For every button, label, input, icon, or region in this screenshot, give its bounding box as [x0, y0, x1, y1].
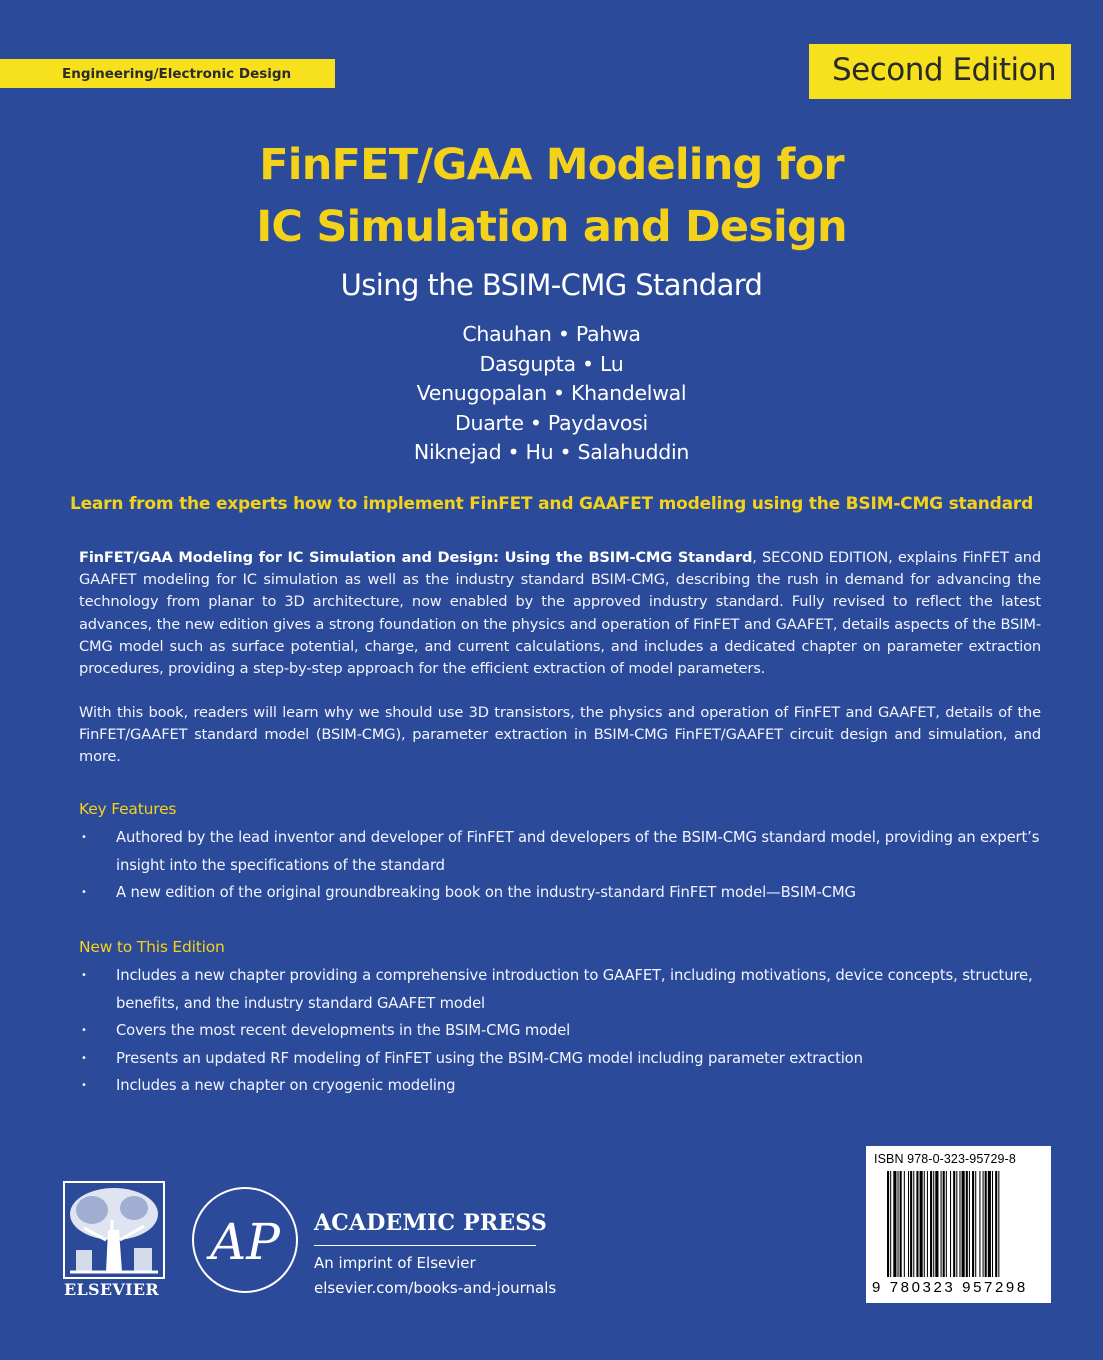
- publisher-imprint: An imprint of Elsevier: [314, 1254, 476, 1272]
- list-item: [79, 879, 1044, 907]
- edition-label: Second Edition: [832, 52, 1057, 88]
- bullet-icon: •: [81, 1025, 87, 1036]
- list-item: [79, 1072, 1044, 1100]
- description-paragraph-2: With this book, readers will learn why we should use 3D transistors, the physics and operation of FinFET and GAAFET, details of the FinFET/GAAFET standard model (BSIM-CMG), parameter extraction in BSIM-CMG FinFET/GAAFET circuit design and simulation, and more.: [79, 704, 1041, 766]
- elsevier-wordmark: ELSEVIER: [64, 1280, 159, 1299]
- author-line: Venugopalan • Khandelwal: [416, 381, 687, 405]
- description-text: , SECOND EDITION, explains FinFET and GAAFET modeling for IC simulation as well as the industry standard BSIM-CMG, describing the rush in demand for advancing the technology from planar to 3D architecture, now enabled by the approved industry standard. Fully revised to reflect the latest advances, the new edition gives a strong foundation on the physics and operation of FinFET and GAAFET, details aspects of the BSIM-CMG model such as surface potential, charge, and current calculations, and includes a dedicated chapter on parameter extraction procedures, providing a step-by-step approach for the efficient extraction of model parameters.: [79, 549, 1042, 678]
- list-item-text: A new edition of the original groundbreaking book on the industry-standard FinFET model—BSIM-CMG: [116, 884, 856, 901]
- author-list: [0, 320, 1103, 468]
- category-label: Engineering/Electronic Design: [62, 66, 292, 82]
- new-edition-list: [79, 962, 1044, 1100]
- key-features-list: [79, 824, 1044, 907]
- list-item-text: Presents an updated RF modeling of FinFET using the BSIM-CMG model including parameter extraction: [116, 1049, 863, 1067]
- ap-monogram: AP: [210, 1213, 280, 1271]
- author-line: Duarte • Paydavosi: [455, 410, 648, 435]
- publisher-url: elsevier.com/books-and-journals: [314, 1279, 557, 1297]
- list-item-text: Includes a new chapter providing a comprehensive introduction to GAAFET, including motivations, device concepts, structure, benefits, and the industry standard GAAFET model: [116, 967, 1033, 1012]
- list-item: [79, 1017, 1044, 1045]
- author-line: Dasgupta • Lu: [479, 351, 624, 376]
- bullet-icon: •: [81, 887, 87, 898]
- list-item: [79, 962, 1044, 1017]
- isbn-label: ISBN 978-0-323-95729-8: [874, 1152, 1016, 1166]
- barcode-number: 9 780323 957298: [872, 1279, 1028, 1296]
- list-item-text: Authored by the lead inventor and developer of FinFET and developers of the BSIM-CMG standard model, providing an expert’s insight into the specifications of the standard: [116, 829, 1040, 874]
- description-paragraph-1: [79, 547, 1041, 680]
- barcode-icon: [887, 1171, 1039, 1277]
- list-item: [79, 824, 1044, 879]
- author-line: Chauhan • Pahwa: [462, 322, 641, 346]
- academic-press-logo: [190, 1185, 300, 1295]
- title-line-1: FinFET/GAA Modeling for: [259, 140, 844, 190]
- list-item-text: Includes a new chapter on cryogenic modeling: [116, 1077, 456, 1094]
- author-line: Niknejad • Hu • Salahuddin: [413, 440, 690, 464]
- tagline: Learn from the experts how to implement FinFET and GAAFET modeling using the BSIM-CMG standard: [69, 494, 1034, 514]
- description-bold-lead: FinFET/GAA Modeling for IC Simulation and Design: Using the BSIM-CMG Standard: [79, 549, 753, 566]
- list-item-text: Covers the most recent developments in the BSIM-CMG model: [116, 1022, 571, 1039]
- bullet-icon: •: [81, 970, 87, 981]
- publisher-name: ACADEMIC PRESS: [314, 1210, 547, 1236]
- publisher-divider: [314, 1245, 536, 1246]
- title-line-2: IC Simulation and Design: [256, 202, 847, 252]
- list-item: [79, 1045, 1044, 1073]
- new-edition-heading: New to This Edition: [79, 938, 225, 956]
- bullet-icon: •: [81, 1080, 87, 1091]
- key-features-heading: Key Features: [79, 800, 177, 818]
- bullet-icon: •: [81, 1052, 87, 1064]
- subtitle: Using the BSIM-CMG Standard: [340, 268, 763, 302]
- bullet-icon: •: [81, 832, 87, 843]
